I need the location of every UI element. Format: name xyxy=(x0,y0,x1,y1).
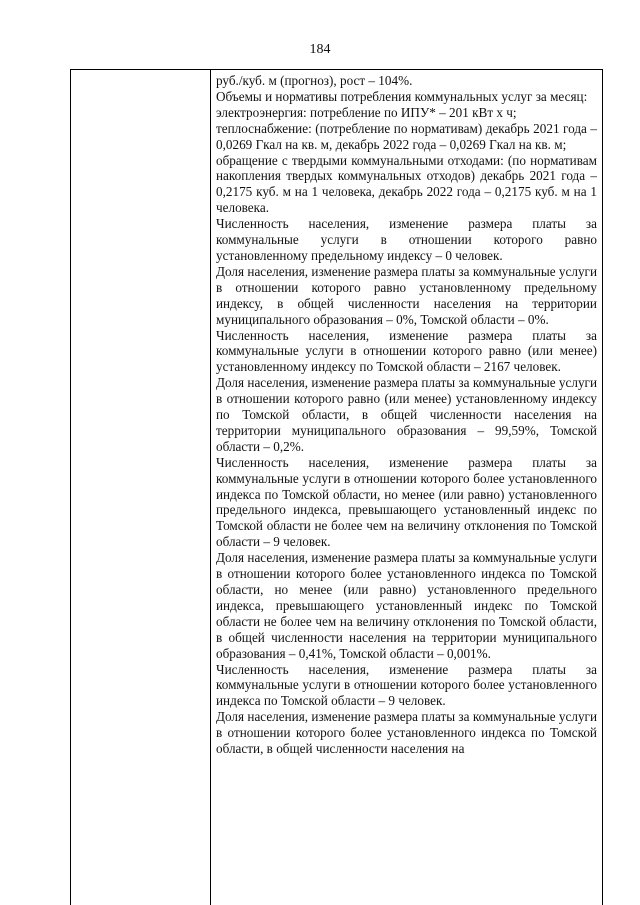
paragraph: Численность населения, изменение размера платы за коммунальные услуги в отношении которого равно (или менее) установленному индексу по Томской области – 2167 человек. xyxy=(216,327,597,375)
paragraph: руб./куб. м (прогноз), рост – 104%. xyxy=(216,73,413,88)
paragraph: обращение с твердыми коммунальными отходами: (по нормативам накопления твердых коммунальных отходов) декабрь 2021 года – 0,2175 куб. м на 1 человека, декабрь 2022 года – 0,2175 куб. м на 1 человека. xyxy=(216,152,597,216)
paragraph: Численность населения, изменение размера платы за коммунальные услуги в отношении которого более установленного индекса по Томской области, но менее (или равно) установленного предельного индекса, превышающего установленный индекс по Томской области не более чем на величину отклонения по Томской области – 9 человек. xyxy=(216,454,597,550)
paragraph: Объемы и нормативы потребления коммунальных услуг за месяц: xyxy=(216,88,588,104)
table-left-column xyxy=(71,70,211,905)
table-right-column xyxy=(211,70,602,905)
paragraph: Доля населения, изменение размера платы за коммунальные услуги в отношении которого равно (или менее) установленному индексу по Томской области, в общей численности населения на территории муниципального образования – 99,59%, Томской области – 0,2%. xyxy=(216,375,597,454)
paragraph: Доля населения, изменение размера платы за коммунальные услуги в отношении которого равно установленному предельному индексу, в общей численности населения на территории муниципального образования – 0%, Томской области – 0%. xyxy=(216,263,597,327)
paragraph: Доля населения, изменение размера платы за коммунальные услуги в отношении которого более установленного индекса по Томской области, в общей численности населения на xyxy=(216,709,597,757)
paragraph: Численность населения, изменение размера платы за коммунальные услуги в отношении которого равно установленному предельному индексу – 0 человек. xyxy=(216,216,597,263)
paragraph: электроэнергия: потребление по ИПУ* – 201 кВт х ч; xyxy=(216,104,517,120)
paragraph: Доля населения, изменение размера платы за коммунальные услуги в отношении которого более установленного индекса по Томской области, но менее (или равно) установленного предельного индекса, превышающего установленный индекс по Томской области не более чем на величину отклонения по Томской области, в общей численности населения на территории муниципального образования – 0,41%, Томской области – 0,001%. xyxy=(216,550,597,661)
paragraph: Численность населения, изменение размера платы за коммунальные услуги в отношении которого более установленного индекса по Томской области – 9 человек. xyxy=(216,661,597,709)
page-number: 184 xyxy=(309,42,331,57)
document-table xyxy=(70,69,603,905)
paragraph: теплоснабжение: (потребление по нормативам) декабрь 2021 года – 0,0269 Гкал на кв. м, декабрь 2022 года – 0,0269 Гкал на кв. м; xyxy=(216,120,597,152)
